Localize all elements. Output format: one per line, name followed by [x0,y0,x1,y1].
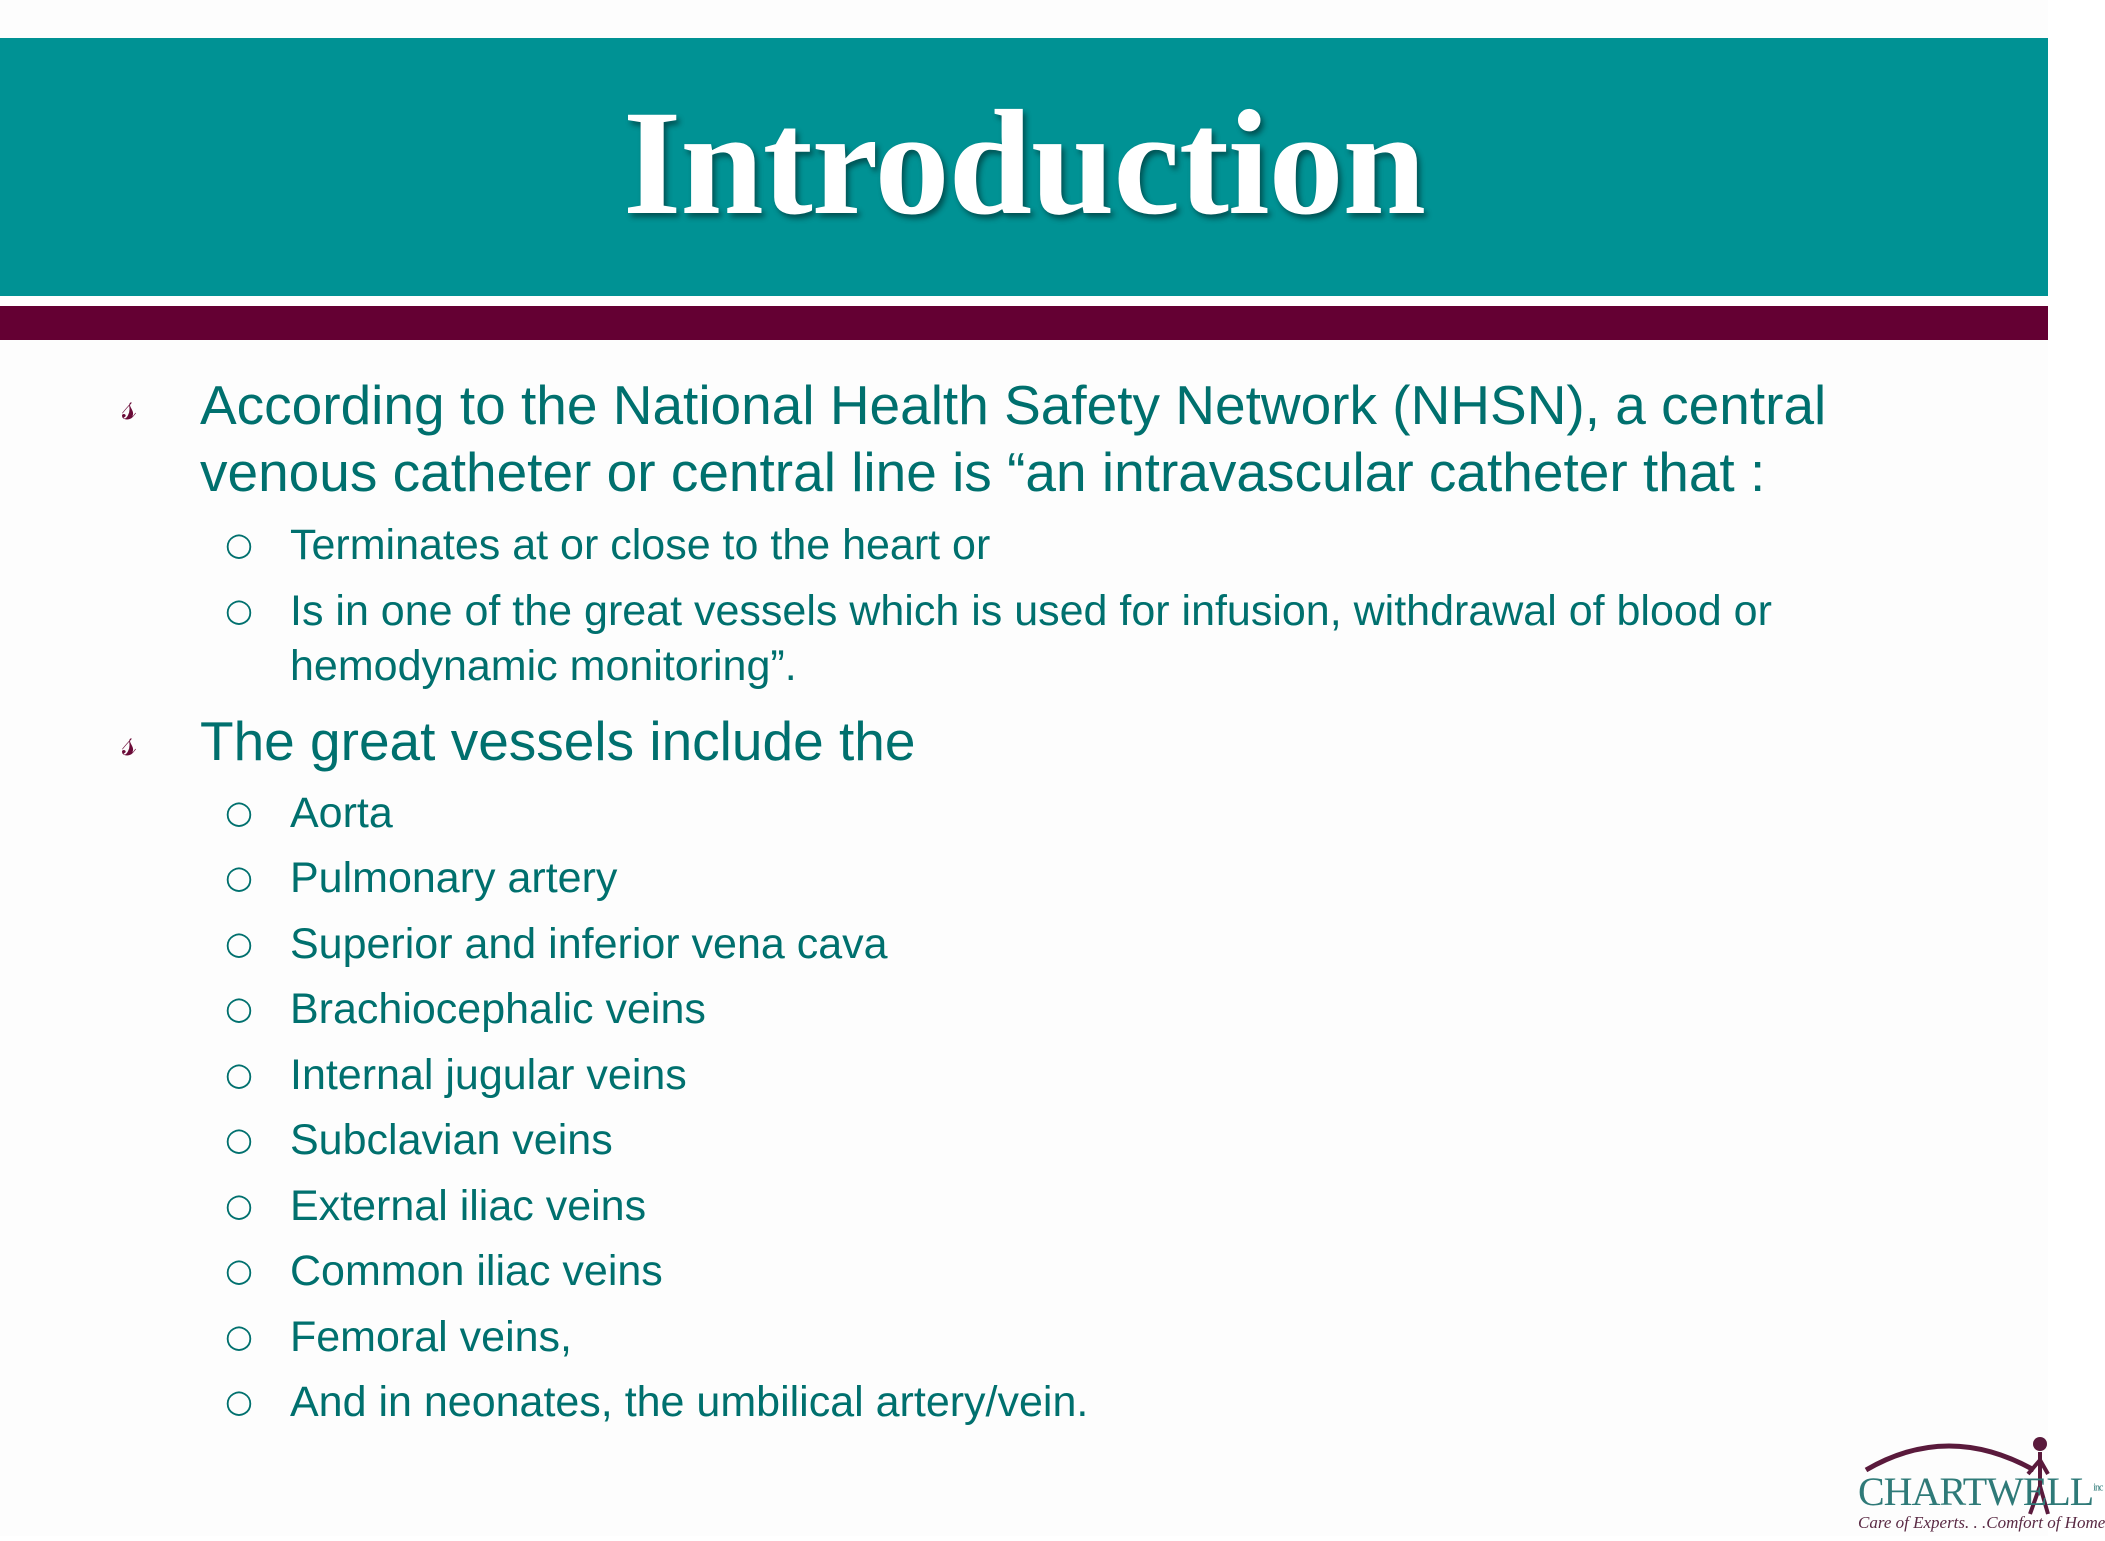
circle-outline-icon: ○ [225,525,253,563]
sub-bullet-text: Common iliac veins [290,1247,663,1295]
sub-bullet-text: Pulmonary artery [290,854,618,902]
sub-bullet-text: Femoral veins, [290,1313,572,1361]
bullet-text: The great vessels include the [200,710,916,772]
sub-bullet-text: External iliac veins [290,1182,647,1230]
curl-bullet-icon: 𝓈 [122,383,137,429]
logo-tagline: Care of Experts. . .Comfort of Home [1858,1513,2105,1532]
circle-outline-icon: ○ [225,858,253,896]
circle-outline-icon: ○ [225,1382,253,1420]
circle-outline-icon: ○ [225,924,253,962]
logo-name: CHARTWELL [1858,1469,2094,1514]
circle-outline-icon: ○ [225,1251,253,1289]
circle-outline-icon: ○ [225,1120,253,1158]
bullet-text: According to the National Health Safety Network (NHSN), a central venous catheter or central line is “an intravascular catheter that : [200,374,1827,503]
curl-bullet-icon: 𝓈 [122,719,137,765]
logo-trademark: inc [2093,1482,2103,1494]
sub-bullet-text: Brachiocephalic veins [290,985,706,1033]
logo-wordmark [1858,1469,2103,1514]
circle-outline-icon: ○ [225,1186,253,1224]
circle-outline-icon: ○ [225,1317,253,1355]
sub-bullet-text: Internal jugular veins [290,1051,687,1099]
sub-bullet-text: Aorta [290,789,393,837]
chartwell-logo [1748,1430,2105,1536]
circle-outline-icon: ○ [225,591,253,629]
sub-bullet-text: Subclavian veins [290,1116,613,1164]
sub-bullet-text: Superior and inferior vena cava [290,920,888,968]
circle-outline-icon: ○ [225,989,253,1027]
circle-outline-icon: ○ [225,793,253,831]
circle-outline-icon: ○ [225,1055,253,1093]
sub-bullet-text: And in neonates, the umbilical artery/vein. [290,1378,1089,1426]
slide-title: Introduction [622,80,1426,246]
sub-bullet-text: Terminates at or close to the heart or [290,521,991,569]
sub-bullet-text: Is in one of the great vessels which is used for infusion, withdrawal of blood or hemodynamic monitoring”. [290,587,1772,690]
